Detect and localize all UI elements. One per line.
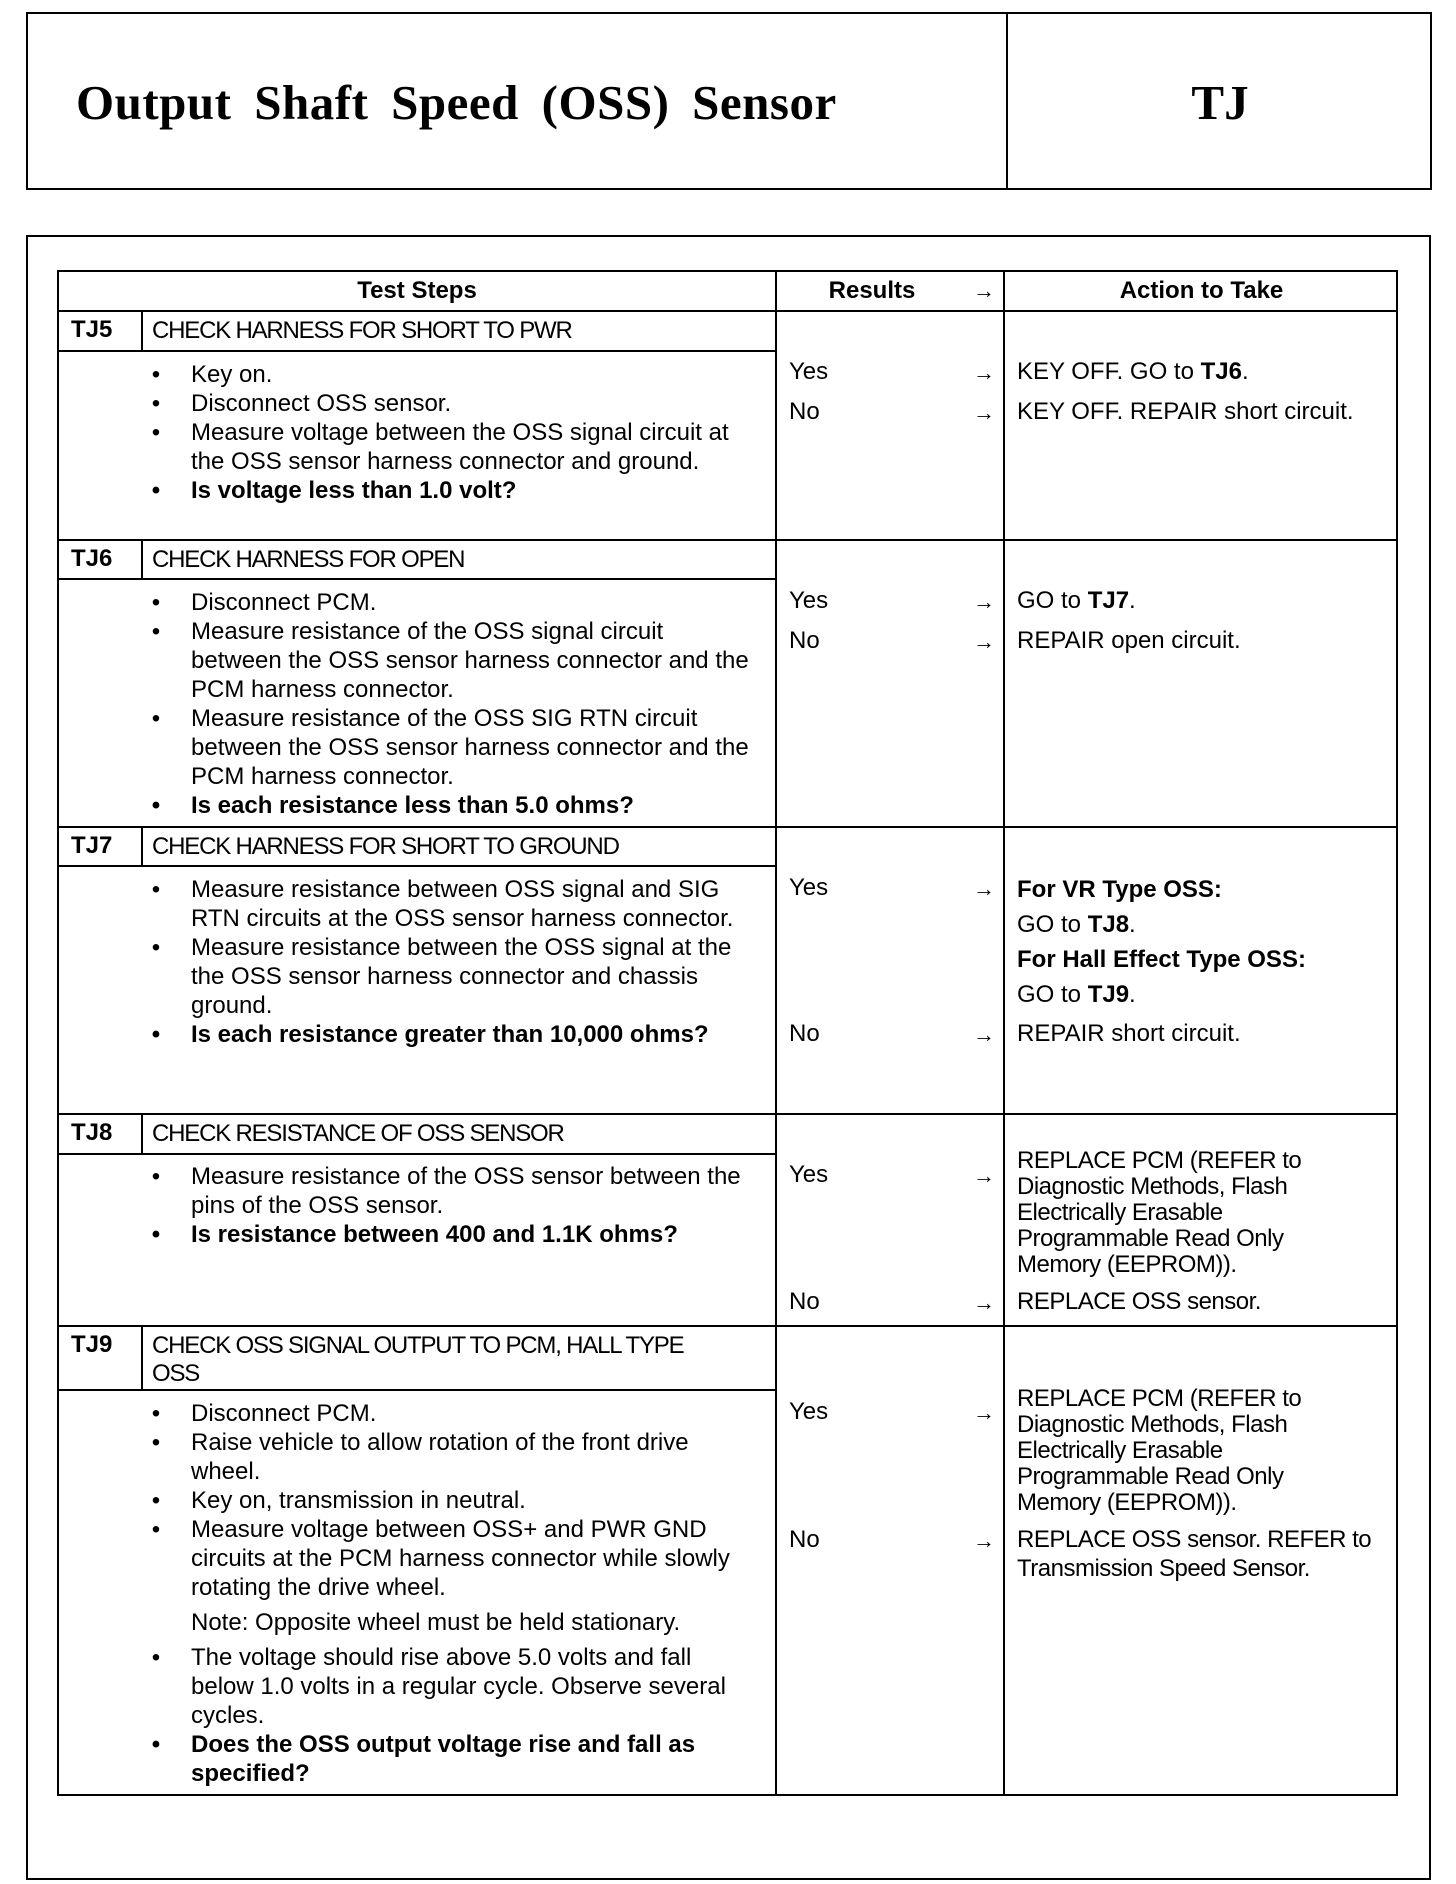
result-no: No <box>789 398 820 425</box>
step-code: TJ8 <box>71 1119 113 1146</box>
action-yes: KEY OFF. GO to TJ6. <box>1017 358 1249 385</box>
result-no: No <box>789 1020 820 1047</box>
step-title-line <box>59 1389 775 1391</box>
step-title: CHECK HARNESS FOR SHORT TO GROUND <box>152 833 619 860</box>
step-code-divider <box>141 1325 143 1389</box>
step-title-line <box>59 350 775 352</box>
step-instructions <box>149 1399 749 1788</box>
step-code: TJ5 <box>71 316 113 343</box>
step-title: CHECK HARNESS FOR OPEN <box>152 546 465 573</box>
step-instructions <box>149 588 749 820</box>
result-yes: Yes <box>789 1161 829 1188</box>
step-question: • Is resistance between 400 and 1.1K ohms? <box>151 1221 678 1248</box>
instruction-item: • Key on. <box>151 361 273 388</box>
step-title: CHECK OSS SIGNAL OUTPUT TO PCM, HALL TYPE OSS <box>152 1332 684 1387</box>
section-code: TJ <box>1191 75 1249 130</box>
arrow-icon: → <box>973 1163 995 1188</box>
arrow-icon: → <box>973 629 995 654</box>
header-row-line <box>59 310 1396 312</box>
instruction-item: • Disconnect OSS sensor. <box>151 390 452 417</box>
action-no: REPLACE OSS sensor. REFER to Transmission Speed Sensor. <box>1017 1526 1372 1582</box>
result-yes: Yes <box>789 587 829 614</box>
col-header-steps: Test Steps <box>357 277 477 304</box>
page-title: Output Shaft Speed (OSS) Sensor <box>76 75 837 130</box>
step-question: • Is voltage less than 1.0 volt? <box>151 477 517 504</box>
instruction-item: • Disconnect PCM. <box>151 589 377 616</box>
action-yes: REPLACE PCM (REFER to Diagnostic Methods, Flash Electrically Erasable Programmable Read Only Memory (EEPROM)). <box>1017 1147 1302 1278</box>
step-code-divider <box>141 826 143 865</box>
step-separator <box>59 1325 1396 1327</box>
arrow-icon: → <box>973 589 995 614</box>
vr-type-action: GO to TJ8. <box>1017 911 1136 938</box>
arrow-icon: → <box>973 876 995 901</box>
arrow-icon: → <box>973 400 995 425</box>
arrow-icon: → <box>973 1290 995 1315</box>
hall-type-action: GO to TJ9. <box>1017 981 1136 1008</box>
instruction-item: • Measure resistance between the OSS signal at the the OSS sensor harness connector and chassis ground. <box>151 934 732 1019</box>
page-header <box>26 12 1432 190</box>
action-no: REPAIR open circuit. <box>1017 627 1241 654</box>
step-code: TJ6 <box>71 545 113 572</box>
instruction-item: • The voltage should rise above 5.0 volts and fall below 1.0 volts in a regular cycle. Observe several cycles. <box>151 1644 726 1729</box>
instruction-item: • Raise vehicle to allow rotation of the front drive wheel. <box>151 1429 689 1485</box>
step-question: • Is each resistance less than 5.0 ohms? <box>151 792 634 819</box>
col-header-arrow: → <box>973 278 995 303</box>
action-yes: REPLACE PCM (REFER to Diagnostic Methods, Flash Electrically Erasable Programmable Read Only Memory (EEPROM)). <box>1017 1385 1302 1516</box>
step-code-divider <box>141 310 143 350</box>
action-no: REPAIR short circuit. <box>1017 1020 1241 1047</box>
step-title: CHECK RESISTANCE OF OSS SENSOR <box>152 1120 564 1147</box>
col-divider-action <box>1003 272 1005 1794</box>
action-yes: GO to TJ7. <box>1017 587 1136 614</box>
instruction-item: • Measure resistance of the OSS sensor between the pins of the OSS sensor. <box>151 1163 741 1219</box>
action-yes <box>1017 872 1306 1012</box>
instruction-item: • Measure resistance of the OSS SIG RTN circuit between the OSS sensor harness connector and the PCM harness connector. <box>151 705 749 790</box>
col-header-action: Action to Take <box>1119 277 1284 304</box>
hall-type-heading: For Hall Effect Type OSS: <box>1017 946 1306 973</box>
instruction-item: • Measure resistance between OSS signal and SIG RTN circuits at the OSS sensor harness connector. <box>151 876 734 932</box>
col-header-results: Results <box>828 277 916 304</box>
step-code: TJ7 <box>71 832 113 859</box>
instruction-item: • Key on, transmission in neutral. <box>151 1487 526 1514</box>
step-note: Note: Opposite wheel must be held stationary. <box>191 1609 681 1636</box>
arrow-icon: → <box>973 1400 995 1425</box>
step-code-divider <box>141 539 143 578</box>
result-no: No <box>789 1288 820 1315</box>
step-separator <box>59 826 1396 828</box>
instruction-item: • Disconnect PCM. <box>151 1400 377 1427</box>
step-instructions <box>149 875 749 1049</box>
instruction-item: • Measure resistance of the OSS signal circuit between the OSS sensor harness connector and the PCM harness connector. <box>151 618 749 703</box>
result-yes: Yes <box>789 874 829 901</box>
test-steps-table <box>57 270 1398 1796</box>
arrow-icon: → <box>973 1022 995 1047</box>
step-title-line <box>59 578 775 580</box>
step-question: • Is each resistance greater than 10,000 ohms? <box>151 1021 709 1048</box>
col-divider-results <box>775 272 777 1794</box>
step-title-line <box>59 865 775 867</box>
step-separator <box>59 539 1396 541</box>
step-code: TJ9 <box>71 1331 113 1358</box>
step-separator <box>59 1113 1396 1115</box>
step-title-line <box>59 1153 775 1155</box>
step-code-divider <box>141 1113 143 1153</box>
vr-type-heading: For VR Type OSS: <box>1017 876 1222 903</box>
instruction-item: • Measure voltage between the OSS signal circuit at the OSS sensor harness connector and ground. <box>151 419 729 475</box>
result-no: No <box>789 627 820 654</box>
action-no: KEY OFF. REPAIR short circuit. <box>1017 398 1354 425</box>
arrow-icon: → <box>973 1528 995 1553</box>
result-yes: Yes <box>789 358 829 385</box>
arrow-icon: → <box>973 360 995 385</box>
result-no: No <box>789 1526 820 1553</box>
step-instructions <box>149 360 749 505</box>
instruction-item: • Measure voltage between OSS+ and PWR GND circuits at the PCM harness connector while slowly rotating the drive wheel. <box>151 1516 730 1601</box>
step-title: CHECK HARNESS FOR SHORT TO PWR <box>152 317 572 344</box>
action-no: REPLACE OSS sensor. <box>1017 1288 1261 1315</box>
result-yes: Yes <box>789 1398 829 1425</box>
step-instructions <box>149 1162 749 1249</box>
step-question: • Does the OSS output voltage rise and fall as specified? <box>151 1731 696 1787</box>
